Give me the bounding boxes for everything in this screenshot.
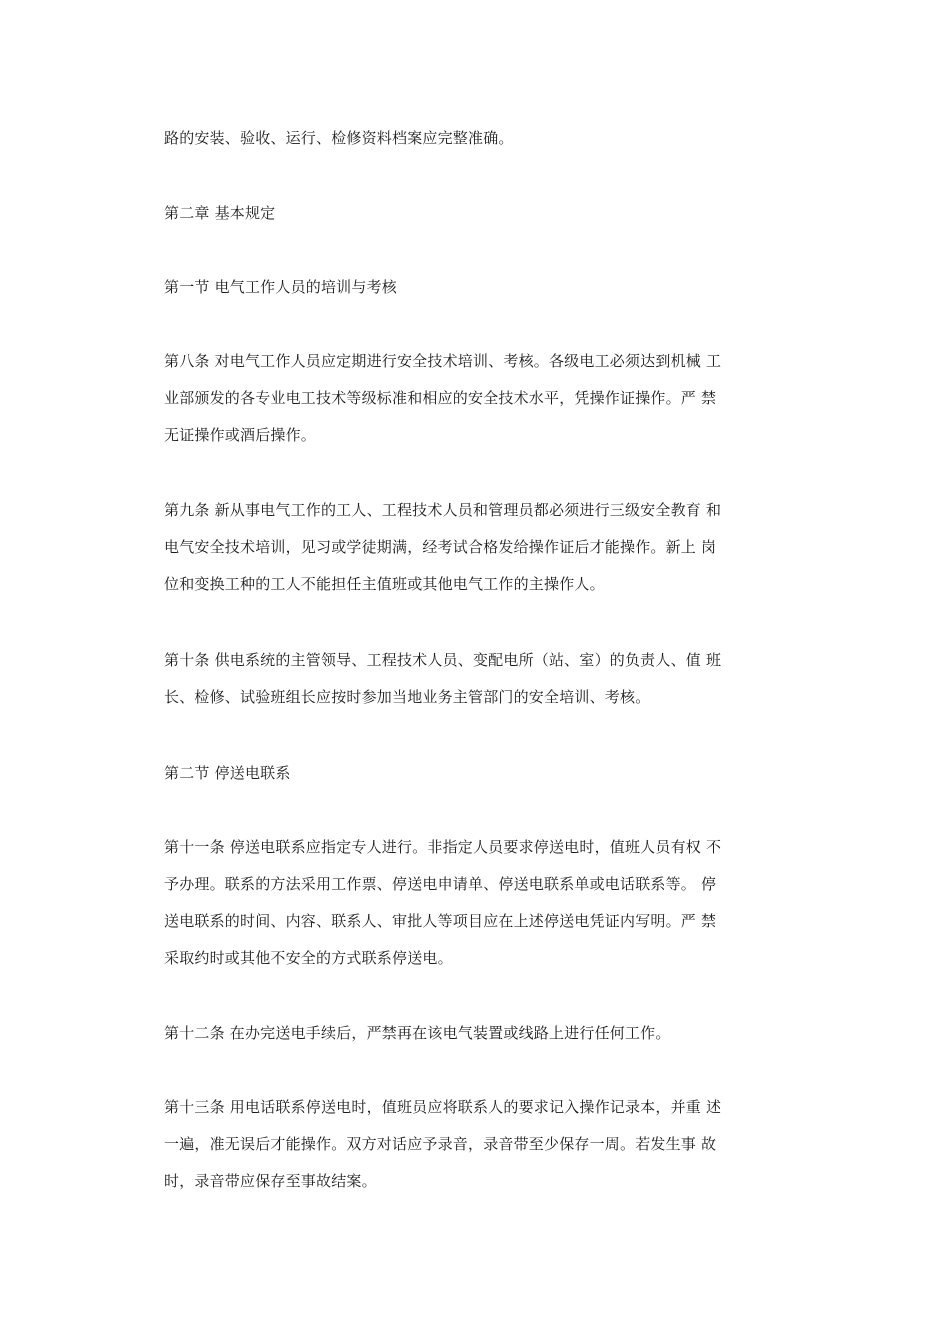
article-line: 电气安全技术培训，见习或学徒期满，经考试合格发给操作证后才能操作。新上 岗 bbox=[164, 538, 717, 556]
article-line: 第十三条 用电话联系停送电时，值班员应将联系人的要求记入操作记录本，并重 述 bbox=[164, 1098, 722, 1116]
article-line: 长、检修、试验班组长应按时参加当地业务主管部门的安全培训、考核。 bbox=[164, 688, 651, 706]
article-line: 第八条 对电气工作人员应定期进行安全技术培训、考核。各级电工必须达到机械 工 bbox=[164, 352, 722, 370]
article-10 bbox=[164, 650, 786, 707]
article-line: 送电联系的时间、内容、联系人、审批人等项目应在上述停送电凭证内写明。严 禁 bbox=[164, 912, 717, 930]
article-11 bbox=[164, 837, 786, 968]
article-line: 第九条 新从事电气工作的工人、工程技术人员和管理员都必须进行三级安全教育 和 bbox=[164, 501, 722, 519]
section-heading: 第二节 停送电联系 bbox=[164, 764, 291, 782]
article-line: 予办理。联系的方法采用工作票、停送电申请单、停送电联系单或电话联系等。 停 bbox=[164, 875, 717, 893]
chapter-heading: 第二章 基本规定 bbox=[164, 204, 276, 222]
article-line: 第十条 供电系统的主管领导、工程技术人员、变配电所（站、室）的负责人、值 班 bbox=[164, 651, 722, 669]
article-12: 第十二条 在办完送电手续后，严禁再在该电气装置或线路上进行任何工作。 bbox=[164, 1024, 671, 1042]
article-line: 无证操作或酒后操作。 bbox=[164, 426, 317, 444]
article-8 bbox=[164, 351, 786, 445]
article-line: 一遍，准无误后才能操作。双方对话应予录音，录音带至少保存一周。若发生事 故 bbox=[164, 1135, 717, 1153]
article-line: 位和变换工种的工人不能担任主值班或其他电气工作的主操作人。 bbox=[164, 575, 605, 593]
article-line: 采取约时或其他不安全的方式联系停送电。 bbox=[164, 949, 453, 967]
paragraph-continuation: 路的安装、验收、运行、检修资料档案应完整准确。 bbox=[164, 129, 514, 147]
article-line: 业部颁发的各专业电工技术等级标准和相应的安全技术水平，凭操作证操作。严 禁 bbox=[164, 389, 717, 407]
article-13 bbox=[164, 1097, 786, 1191]
section-heading: 第一节 电气工作人员的培训与考核 bbox=[164, 278, 397, 296]
article-line: 第十一条 停送电联系应指定专人进行。非指定人员要求停送电时，值班人员有权 不 bbox=[164, 838, 722, 856]
article-9 bbox=[164, 500, 786, 594]
article-line: 时，录音带应保存至事故结案。 bbox=[164, 1172, 377, 1190]
